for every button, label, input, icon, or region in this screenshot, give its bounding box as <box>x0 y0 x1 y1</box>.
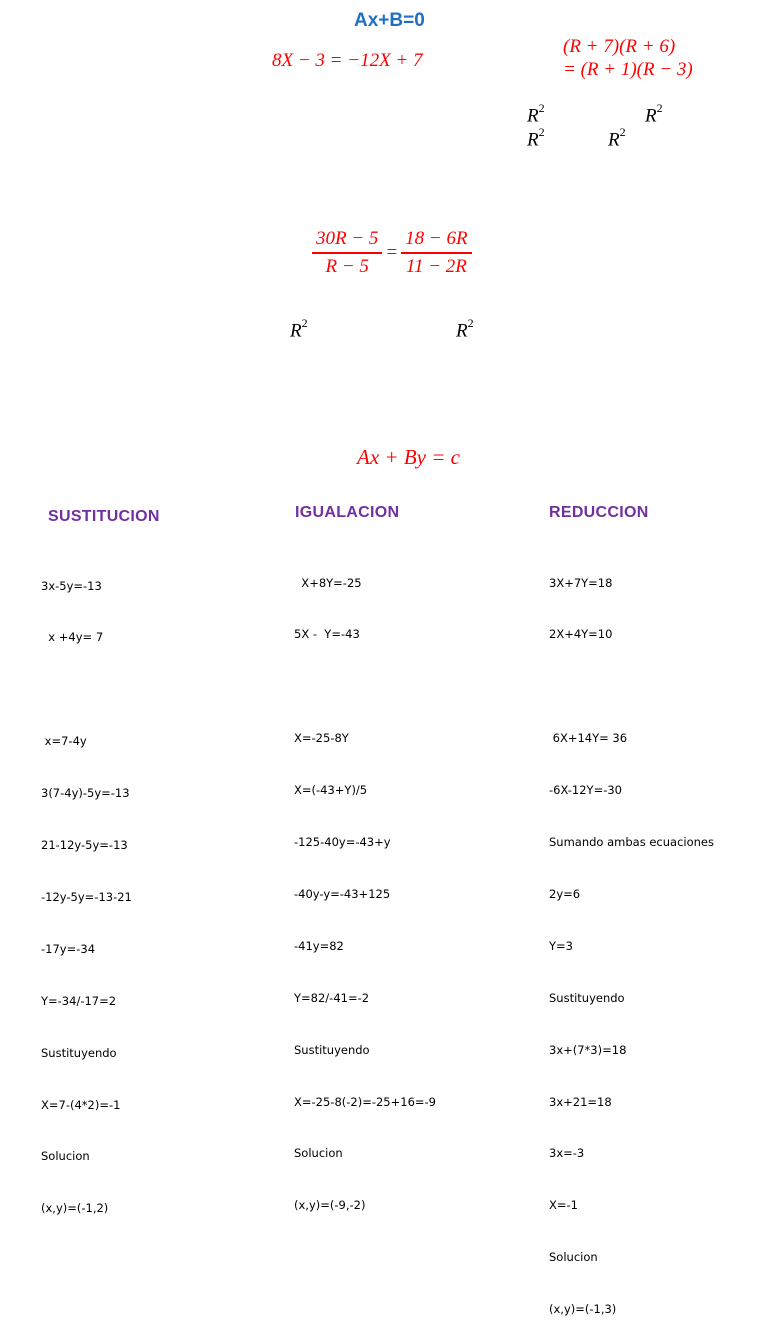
method-heading-igualacion: IGUALACION <box>295 504 400 521</box>
reduccion-steps <box>549 540 714 1336</box>
right-denominator: 11 − 2R <box>405 255 467 277</box>
step-line: x +4y= 7 <box>41 630 104 645</box>
step-line: -125-40y=-43+y <box>294 835 391 850</box>
step-line: X=-25-8(-2)=-25+16=-9 <box>294 1094 436 1109</box>
method-heading-reduccion: REDUCCION <box>549 504 649 521</box>
step-line: Sumando ambas ecuaciones <box>549 835 715 850</box>
equals-sign: = <box>386 241 398 263</box>
left-fraction <box>312 226 382 280</box>
right-numerator: 18 − 6R <box>405 228 468 249</box>
method-heading-sustitucion: SUSTITUCION <box>48 508 160 525</box>
product-equation-line2: = (R + 1)(R − 3) <box>563 59 693 80</box>
step-line: 3x-5y=-13 <box>41 578 102 593</box>
r-squared-term: $R^2$ <box>290 316 308 342</box>
left-numerator: 30R − 5 <box>316 228 379 249</box>
step-line: X=-25-8Y <box>294 731 349 746</box>
igualacion-steps <box>294 540 436 1232</box>
step-line: -12y-5y=-13-21 <box>41 889 132 904</box>
product-equation <box>563 35 693 81</box>
step-line: Sustituyendo <box>294 1042 370 1057</box>
step-line: (x,y)=(-9,-2) <box>294 1198 366 1213</box>
step-line: X=7-(4*2)=-1 <box>41 1097 121 1112</box>
left-denominator: R − 5 <box>325 255 369 277</box>
step-line: 3x=-3 <box>549 1146 585 1161</box>
general-equation: Ax + By = c <box>357 445 460 469</box>
step-line: -17y=-34 <box>41 941 96 956</box>
step-line: Sustituyendo <box>549 990 625 1005</box>
step-line: 3x+(7*3)=18 <box>549 1042 627 1057</box>
r-squared-term: $R^2$ <box>527 101 545 127</box>
step-line: (x,y)=(-1,3) <box>549 1302 617 1317</box>
step-line: 5X - Y=-43 <box>294 627 360 642</box>
step-line: x=7-4y <box>41 734 87 749</box>
step-line: 21-12y-5y=-13 <box>41 838 128 853</box>
step-line: 6X+14Y= 36 <box>549 731 628 746</box>
step-line <box>294 678 436 695</box>
step-line: Sustituyendo <box>41 1045 117 1060</box>
r-squared-term: $R^2$ <box>456 316 474 342</box>
step-line <box>41 681 132 698</box>
sustitucion-steps <box>41 543 132 1235</box>
step-line: X=(-43+Y)/5 <box>294 783 368 798</box>
page-title: Ax+B=0 <box>354 10 425 31</box>
step-line: Solucion <box>294 1146 343 1161</box>
step-line: Y=3 <box>549 938 573 953</box>
step-line: X=-1 <box>549 1198 578 1213</box>
r-squared-term: $R^2$ <box>645 101 663 127</box>
step-line: (x,y)=(-1,2) <box>41 1201 109 1216</box>
r-squared-term: $R^2$ <box>608 125 626 151</box>
step-line: 2X+4Y=10 <box>549 627 613 642</box>
linear-equation: 8X − 3 = −12X + 7 <box>272 50 423 71</box>
step-line: -6X-12Y=-30 <box>549 783 622 798</box>
fraction-equation <box>312 226 472 280</box>
product-equation-line1: (R + 7)(R + 6) <box>563 36 676 57</box>
step-line: Solucion <box>41 1149 90 1164</box>
right-fraction <box>401 226 471 280</box>
step-line: -41y=82 <box>294 938 344 953</box>
step-line: 3X+7Y=18 <box>549 575 613 590</box>
step-line: Y=82/-41=-2 <box>294 990 370 1005</box>
r-squared-term: $R^2$ <box>527 125 545 151</box>
step-line: 3(7-4y)-5y=-13 <box>41 786 130 801</box>
step-line: Solucion <box>549 1250 598 1265</box>
step-line: Y=-34/-17=2 <box>41 993 117 1008</box>
step-line: -40y-y=-43+125 <box>294 886 391 901</box>
step-line: 2y=6 <box>549 886 581 901</box>
step-line <box>549 678 714 695</box>
step-line: 3x+21=18 <box>549 1094 612 1109</box>
step-line: X+8Y=-25 <box>294 575 362 590</box>
